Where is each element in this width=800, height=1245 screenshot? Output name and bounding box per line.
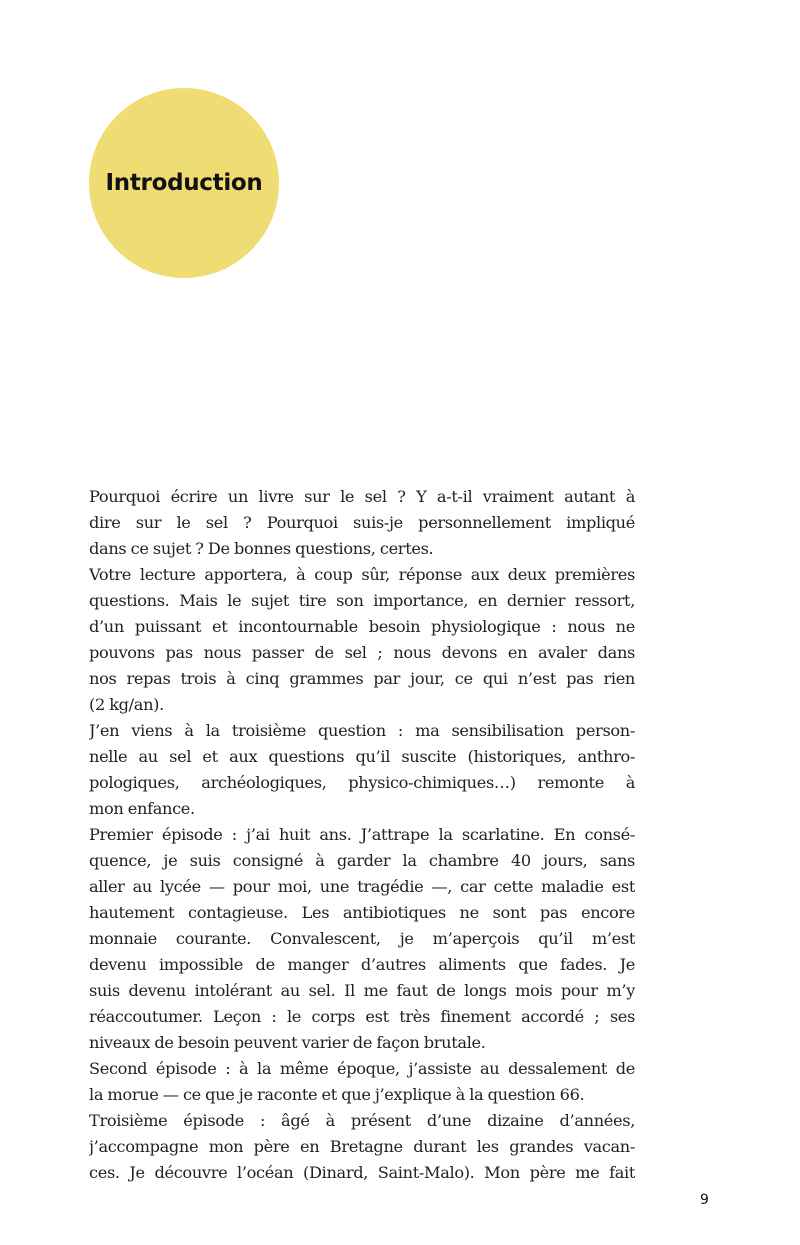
text-line: suis devenu intolérant au sel. Il me faut de longs mois pour m’y [89,981,635,1000]
paragraph [89,562,635,718]
paragraph [89,1108,635,1186]
text-line: Premier épisode : j’ai huit ans. J’attrape la scarlatine. En consé- [89,825,635,844]
paragraph [89,822,635,1056]
text-line: mon enfance. [89,799,195,818]
paragraph [89,1056,635,1108]
text-line: réaccoutumer. Leçon : le corps est très finement accordé ; ses [89,1007,635,1026]
text-line: dans ce sujet ? De bonnes questions, certes. [89,539,434,558]
paragraph [89,718,635,822]
text-line: j’accompagne mon père en Bretagne durant les grandes vacan- [89,1137,635,1156]
text-line: dire sur le sel ? Pourquoi suis-je personnellement impliqué [89,513,635,532]
paragraph [89,484,635,562]
chapter-badge [89,88,279,278]
text-line: questions. Mais le sujet tire son importance, en dernier ressort, [89,591,635,610]
text-line: Pourquoi écrire un livre sur le sel ? Y a-t-il vraiment autant à [89,487,635,506]
text-line: nelle au sel et aux questions qu’il suscite (historiques, anthro- [89,747,635,766]
text-line: Second épisode : à la même époque, j’assiste au dessalement de [89,1059,635,1078]
text-line: monnaie courante. Convalescent, je m’aperçois qu’il m’est [89,929,635,948]
body-text [89,484,635,1186]
text-line: quence, je suis consigné à garder la chambre 40 jours, sans [89,851,635,870]
text-line: pologiques, archéologiques, physico-chimiques…) remonte à [89,773,635,792]
text-line: devenu impossible de manger d’autres aliments que fades. Je [89,955,635,974]
text-line: nos repas trois à cinq grammes par jour, ce qui n’est pas rien [89,669,635,688]
text-line: J’en viens à la troisième question : ma sensibilisation person- [89,721,635,740]
text-line: ces. Je découvre l’océan (Dinard, Saint-Malo). Mon père me fait [89,1163,635,1182]
text-line: Troisième épisode : âgé à présent d’une dizaine d’années, [89,1111,635,1130]
chapter-title: Introduction [105,170,263,196]
page-number: 9 [700,1192,709,1208]
text-line: la morue — ce que je raconte et que j’explique à la question 66. [89,1085,585,1104]
text-line: pouvons pas nous passer de sel ; nous devons en avaler dans [89,643,635,662]
text-line: aller au lycée — pour moi, une tragédie —, car cette maladie est [89,877,635,896]
text-line: hautement contagieuse. Les antibiotiques ne sont pas encore [89,903,635,922]
text-line: Votre lecture apportera, à coup sûr, réponse aux deux premières [89,565,635,584]
text-line: (2 kg/an). [89,695,164,714]
text-line: niveaux de besoin peuvent varier de façon brutale. [89,1033,486,1052]
text-line: d’un puissant et incontournable besoin physiologique : nous ne [89,617,635,636]
